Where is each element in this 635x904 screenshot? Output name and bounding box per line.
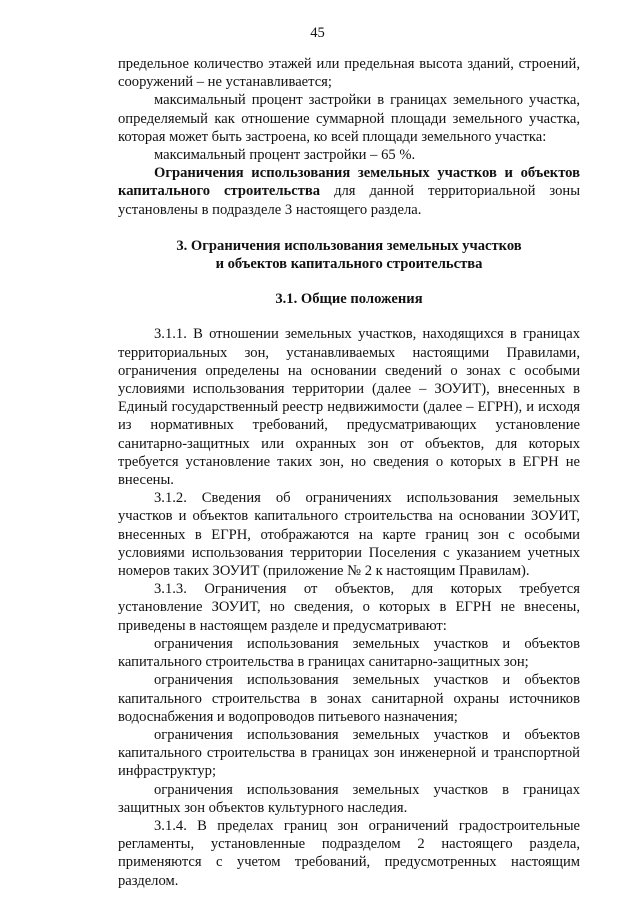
section-title-line-1: 3. Ограничения использования земельных участков [176,237,522,254]
restrictions-bold-phrase: Ограничения использования земельных участков и объектов капитального строительства [118,165,580,200]
page-number: 45 [310,25,325,41]
list-item: ограничения использования земельных участков в границах защитных зон объектов культурного наследия. [118,781,580,816]
restrictions-rest-text: для данной территориальной зоны установлены в подразделе 3 настоящего раздела. [118,183,580,218]
document-body [118,55,580,890]
clause-3-1-3: 3.1.3. Ограничения от объектов, для которых требуется установление ЗОУИТ, но сведения, о которых в ЕГРН не внесены, приведены в настоящем разделе и предусматривают: [118,581,580,634]
subsection-title: 3.1. Общие положения [275,291,423,308]
clause-3-1-4: 3.1.4. В пределах границ зон ограничений градостроительные регламенты, установленные подразделом 2 настоящего раздела, применяются с учетом требований, предусмотренных настоящим разделом. [118,817,580,889]
intro-paragraph-2: максимальный процент застройки в границах земельного участка, определяемый как отношение суммарной площади земельного участка, которая может быть застроена, ко всей площади земельного участка: [118,92,580,145]
clause-3-1-2: 3.1.2. Сведения об ограничениях использования земельных участков и объектов капитального строительства на основании ЗОУИТ, внесенных в ЕГРН, отображаются на карте границ зон с особыми условиями использования территории Поселения с указанием учетных номеров таких ЗОУИТ (приложение № 2 к настоящим Правилам). [118,490,580,580]
list-item: ограничения использования земельных участков и объектов капитального строительства в границах зон инженерной и транспортной инфраструктур; [118,726,580,780]
list-item: ограничения использования земельных участков и объектов капитального строительства в границах санитарно-защитных зон; [118,635,580,671]
clause-3-1-1: 3.1.1. В отношении земельных участков, находящихся в границах территориальных зон, устанавливаемых настоящими Правилами, ограничения определены на основании сведений о зонах с особыми условиями использования территории (далее – ЗОУИТ), внесенных в Единый государственный реестр недвижимости (далее – ЕГРН), и исходя из нормативных требований, предусматривающих установление санитарно-защитных или охранных зон от объектов, для которых требуется установление таких зон, но сведения о которых в ЕГРН не внесены. [118,326,580,489]
intro-paragraph-1: предельное количество этажей или предельная высота зданий, строений, сооружений – не устанавливается; [118,56,580,91]
intro-paragraph-4 [118,164,580,219]
section-title-line-2: и объектов капитального строительства [215,256,483,273]
list-item: ограничения использования земельных участков и объектов капитального строительства в зонах санитарной охраны источников водоснабжения и водопроводов питьевого назначения; [118,672,580,725]
intro-paragraph-3: максимальный процент застройки – 65 %. [154,147,416,164]
